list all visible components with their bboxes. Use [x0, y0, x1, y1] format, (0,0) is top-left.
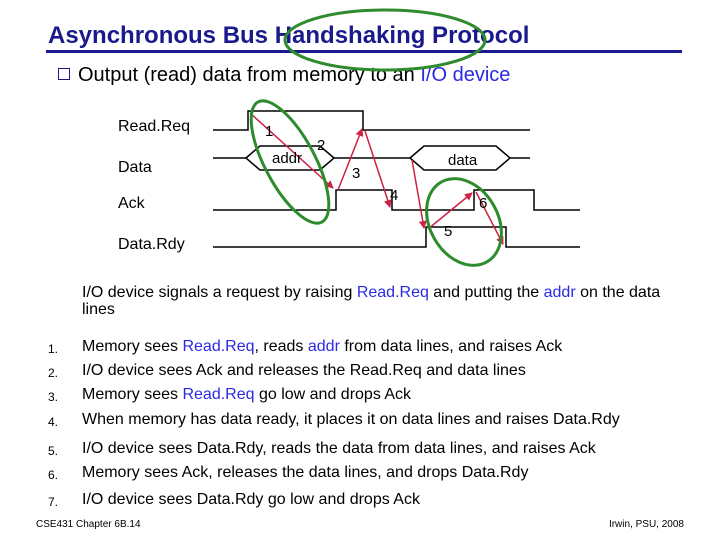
step-text [82, 338, 562, 356]
marker-1: 1 [265, 123, 274, 140]
step-text-part: , reads [254, 338, 308, 355]
step-number: 5. [48, 444, 59, 458]
description-text-2: and putting the [428, 284, 544, 301]
marker-5: 5 [444, 223, 453, 240]
step-term-addr: addr [307, 338, 340, 355]
step-number: 3. [48, 390, 59, 404]
marker-2: 2 [317, 137, 326, 154]
marker-4: 4 [390, 187, 399, 204]
step-number: 6. [48, 468, 59, 482]
bus-label-data: data [448, 152, 478, 169]
description-term-read-req: Read.Req [356, 284, 429, 301]
step-term-read-req: Read.Req [182, 338, 255, 355]
read-req-waveform [213, 111, 530, 130]
step-text-part: Memory sees [82, 386, 183, 403]
step-text: I/O device sees Data.Rdy, reads the data from data lines, and raises Ack [82, 440, 596, 457]
slide-title: Asynchronous Bus Handshaking Protocol [48, 22, 530, 49]
step-number: 4. [48, 415, 59, 429]
bus-label-addr: addr [272, 150, 303, 167]
signal-label-read-req: Read.Req [118, 118, 191, 135]
step-number: 2. [48, 366, 59, 380]
signal-label-ack: Ack [118, 195, 145, 212]
signal-label-data: Data [118, 159, 152, 176]
step-term-read-req: Read.Req [182, 386, 255, 403]
subtitle-text: Output (read) data from memory to an [78, 64, 421, 86]
marker-6: 6 [479, 195, 488, 212]
footer-right: Irwin, PSU, 2008 [608, 519, 684, 530]
step-text-part: go low and drops Ack [254, 386, 412, 403]
step-number: 7. [48, 495, 59, 509]
footer-left: CSE431 Chapter 6B.14 [36, 519, 141, 530]
marker-3: 3 [352, 165, 361, 182]
description-paragraph [82, 284, 682, 318]
signal-label-data-rdy: Data.Rdy [118, 236, 185, 253]
description-text-3: on the data lines [82, 284, 661, 318]
subtitle-highlight: I/O device [420, 64, 511, 86]
step-text-part: Memory sees [82, 338, 183, 355]
data-rdy-waveform [213, 227, 580, 247]
step-text: I/O device sees Ack and releases the Read.Req and data lines [82, 362, 526, 379]
step-text: Memory sees Ack, releases the data lines, and drops Data.Rdy [82, 464, 529, 481]
step-text [82, 386, 411, 404]
description-text-1: I/O device signals a request by raising [82, 284, 357, 301]
highlight-circles [236, 10, 516, 279]
handshake-arrows [250, 113, 503, 244]
step-number: 1. [48, 342, 59, 356]
step-text-part: from data lines, and raises Ack [339, 338, 563, 355]
description-term-addr: addr [543, 284, 576, 301]
step-text: I/O device sees Data.Rdy go low and drops Ack [82, 491, 420, 508]
step-text: When memory has data ready, it places it on data lines and raises Data.Rdy [82, 411, 620, 428]
